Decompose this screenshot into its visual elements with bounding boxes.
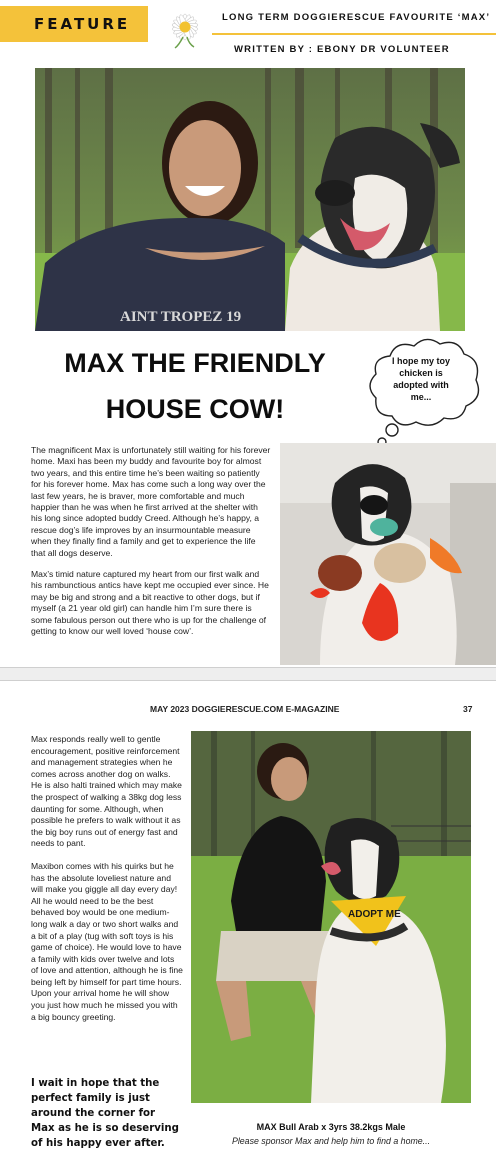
magazine-footer: MAY 2023 DOGGIERESCUE.COM E-MAGAZINE (150, 704, 340, 714)
headline-line-2: HOUSE COW! (105, 394, 285, 424)
bandana-text: ADOPT ME (348, 909, 401, 920)
page-number: 37 (463, 704, 473, 714)
feature-tab (0, 6, 148, 42)
shirt-print-text: AINT TROPEZ 19 (120, 309, 242, 325)
closing-statement: I wait in hope that the perfect family is just around the corner for Max as he is so deserving of his happy ever after. (31, 1078, 179, 1149)
paragraph-1: The magnificent Max is unfortunately still waiting for his forever home. Maxi has been my buddy and favourite boy for almost two years, and this entire time he’s been waiting so patiently for his forever home. Max has come such a long way over the last few years, he is braver, more comfortable and much happier than he was when he first arrived at the shelter with his long since adopted buddy Creed. Although he’s happy, a rescue dog’s life improves by an insurmountable measure when they finally find a family and get to experience the life that all dogs deserve. (31, 445, 271, 558)
thought-bubble-text: I hope my toy chicken is adopted with me... (391, 356, 450, 402)
section-label: FEATURE (34, 15, 131, 33)
article-headline (40, 340, 350, 432)
page-divider (0, 667, 496, 681)
continued-body (31, 734, 183, 1034)
intro-body (31, 445, 271, 648)
paragraph-3: Max responds really well to gentle encouragement, positive reinforcement and management strategies when he comes across another dog on walks. He is also halti trained which may make the prospect of walking a 38kg dog less daunting for some. Although, when possible he prefers to walk without it as the big boy runs out of energy fast and needs to pant. (31, 734, 182, 849)
sponsor-caption: Please sponsor Max and help him to find a home... (231, 1136, 431, 1146)
max-adopt-me-photo (191, 731, 471, 1103)
flower-logo-icon (162, 4, 208, 50)
paragraph-2: Max’s timid nature captured my heart from our first walk and his rambunctious antics have kept me occupied ever since. He may be big and strong and a bit reactive to other dogs, but if myself (a 21 year old girl) can handle him I’m sure there is some fabulous person out there who is up for the challenge of getting to know our well loved ‘house cow’. (31, 569, 269, 637)
selfie-photo (35, 68, 465, 331)
article-series-title: LONG TERM DOGGIERESCUE FAVOURITE ‘MAX’ (222, 12, 491, 23)
author-line: WRITTEN BY : EBONY DR VOLUNTEER (234, 44, 450, 55)
headline-line-1: MAX THE FRIENDLY (64, 348, 326, 378)
dog-with-toy-photo (280, 443, 496, 665)
header-rule (212, 33, 496, 35)
paragraph-4: Maxibon comes with his quirks but he has the absolute loveliest nature and will make you giggle all day every day! All he would need to be the best behaved boy would be one medium-long walk a day or two short walks and a bit of a play (tug with soft toys is his game of choice). He would love to have a family with kids over twelve and lots of love and attention, although he is fine being left by himself for part time hours. Upon your arrival home he will show you just how much he missed you with a big bouncy greeting. (31, 860, 183, 1022)
photo-caption: MAX Bull Arab x 3yrs 38.2kgs Male (256, 1122, 406, 1132)
